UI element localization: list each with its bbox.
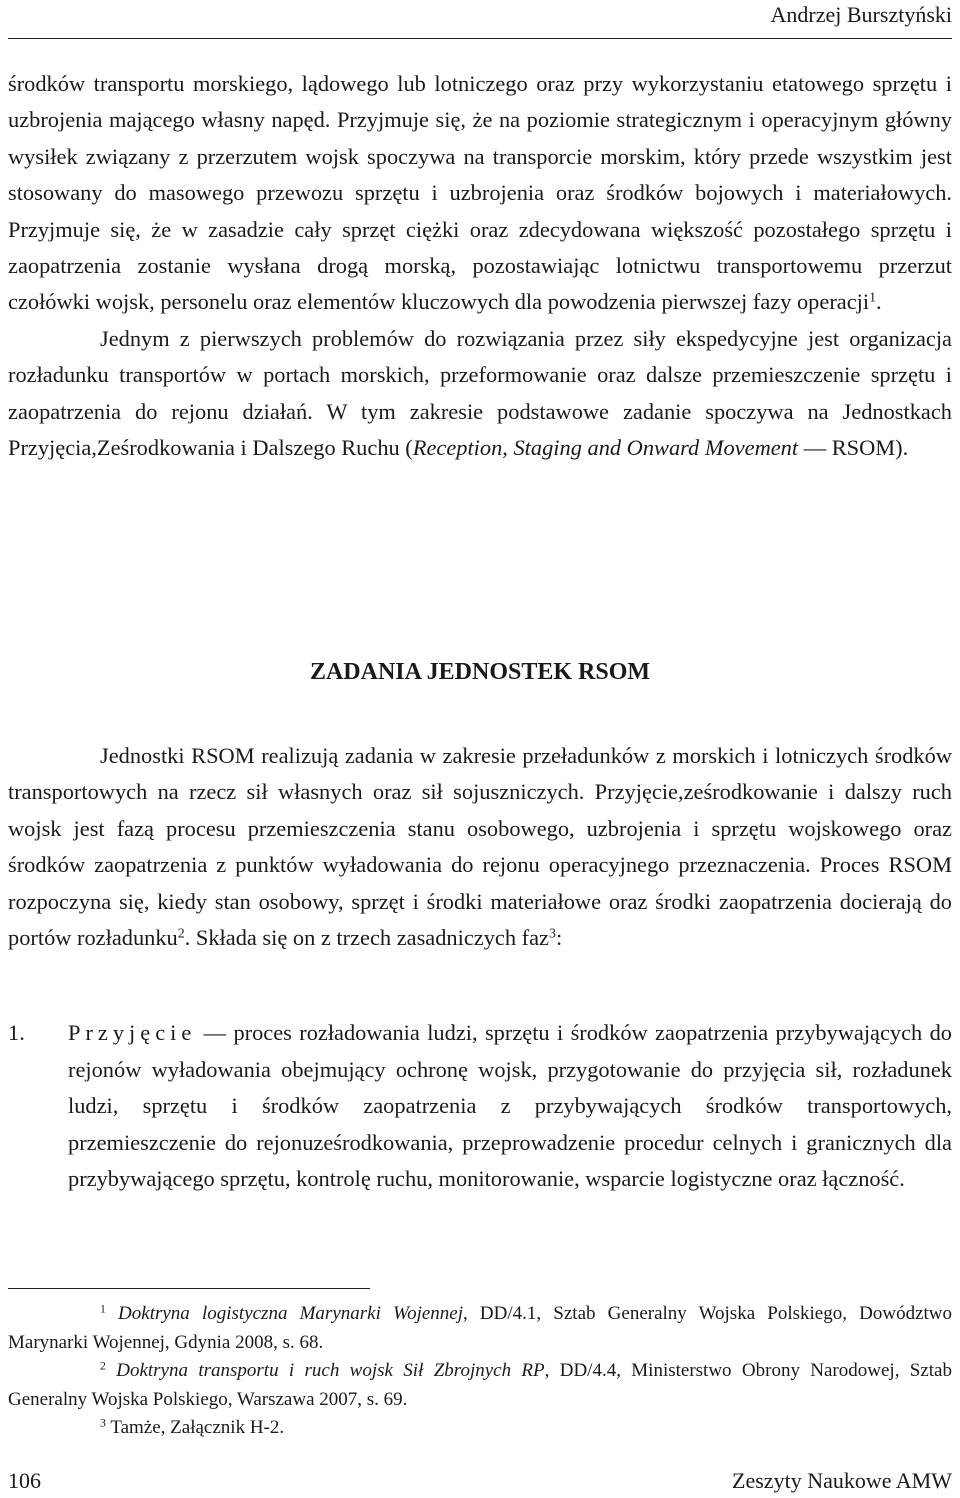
list-item-body — [68, 1015, 952, 1198]
list-item-number: 1. — [8, 1020, 25, 1045]
footnote-3 — [8, 1414, 952, 1443]
list-item — [8, 1015, 952, 1198]
footnote-1-title: Doktryna logistyczna Marynarki Wojennej — [118, 1303, 464, 1324]
paragraph-1 — [8, 66, 952, 321]
paragraph-2 — [8, 321, 952, 467]
paragraph-1-end: . — [876, 289, 882, 315]
footnote-2 — [8, 1357, 952, 1414]
footnote-2-text: , DD/4.4, Ministerstwo Obrony Narodowej, Sztab Generalny Wojska Polskiego, Warszawa 2007, s. 69. — [8, 1360, 952, 1410]
paragraph-3-text-b: . Składa się on z trzech zasadniczych faz — [184, 925, 549, 951]
footnotes — [8, 1300, 952, 1443]
footnote-ref-2: 2 — [177, 926, 185, 942]
paragraph-2-italic: Reception, Staging and Onward Movement — [412, 435, 799, 461]
body-section-2 — [8, 738, 952, 956]
body-section-1 — [8, 66, 952, 466]
paragraph-3-text-a: Jednostki RSOM realizują zadania w zakresie przeładunków z morskich i lotniczych środków transportowych na rzecz sił własnych oraz sił sojuszniczych. Przyjęcie,ześrodkowanie i dalszy ruch wojsk jest fazą procesu przemieszczenia stanu osobowego, uzbrojenia i sprzętu wojskowego oraz środków zaopatrzenia z punktów wyładowania do rejonu operacyjnego przeznaczenia. Proces RSOM rozpoczyna się, kiedy stan osobowy, sprzęt i środki materiałowe oraz środki zaopatrzenia docierają do portów rozładunku — [8, 743, 952, 951]
footnote-ref-1: 1 — [869, 290, 877, 306]
page-number: 106 — [8, 1468, 41, 1493]
list-item-term: Przyjęcie — [68, 1020, 197, 1045]
footnote-2-number: 2 — [100, 1359, 106, 1373]
running-header-author: Andrzej Bursztyński — [770, 2, 952, 27]
footnote-1-text: , DD/4.1, Sztab Generalny Wojska Polskiego, Dowództwo Marynarki Wojennej, Gdynia 2008, s. 68. — [8, 1303, 953, 1353]
footnote-ref-3: 3 — [549, 926, 556, 942]
paragraph-1-text: środków transportu morskiego, lądowego lub lotniczego oraz przy wykorzystaniu etatowego sprzętu i uzbrojenia mającego własny napęd. Przyjmuje się, że na poziomie strategicznym i operacyjnym główny wysiłek związany z przerzutem wojsk spoczywa na transporcie morskim, który przede wszystkim jest stosowany do masowego przewozu sprzętu i uzbrojenia oraz środków bojowych i materiałowych. Przyjmuje się, że w zasadzie cały sprzęt ciężki oraz zdecydowana większość pozostałego sprzętu i zaopatrzenia zostanie wysłana drogą morską, pozostawiając lotnictwu transportowemu przerzut czołówki wojsk, personelu oraz elementów kluczowych dla powodzenia pierwszej fazy operacji — [8, 71, 952, 315]
journal-name: Zeszyty Naukowe AMW — [732, 1468, 952, 1493]
paragraph-3 — [8, 738, 952, 956]
section-heading: ZADANIA JEDNOSTEK RSOM — [309, 659, 651, 685]
footnote-3-number: 3 — [100, 1416, 106, 1430]
list-item-text: — proces rozładowania ludzi, sprzętu i środków zaopatrzenia przybywających do rejonów wyładowania obejmujący ochronę wojsk, przygotowanie do przyjęcia sił, rozładunek ludzi, sprzętu i środków zaopatrzenia z przybywających środków transportowych, przemieszczenie do rejonuześrodkowania, przeprowadzenie procedur celnych i granicznych dla przybywającego sprzętu, kontrolę ruchu, monitorowanie, wsparcie logistyczne oraz łączność. — [68, 1020, 952, 1192]
footnote-3-text: Tamże, Załącznik H-2. — [110, 1417, 285, 1439]
paragraph-3-text-c: : — [555, 925, 563, 951]
footnote-separator — [8, 1288, 370, 1289]
footnote-2-title: Doktryna transportu i ruch wojsk Sił Zbrojnych RP — [116, 1360, 545, 1382]
footnote-1 — [8, 1300, 952, 1357]
header-rule — [8, 38, 952, 39]
paragraph-2-text-a: Jednym z pierwszych problemów do rozwiązania przez siły ekspedycyjne jest organizacja rozładunku transportów w portach morskich, przeformowanie oraz dalsze przemieszczenie sprzętu i zaopatrzenia do rejonu działań. W tym zakresie podstawowe zadanie spoczywa na Jednostkach Przyjęcia,Ześrodkowania i Dalszego Ruchu ( — [8, 325, 952, 461]
paragraph-2-text-b: — RSOM). — [798, 435, 909, 461]
phase-list — [8, 1015, 952, 1198]
footnote-1-number: 1 — [100, 1302, 106, 1316]
